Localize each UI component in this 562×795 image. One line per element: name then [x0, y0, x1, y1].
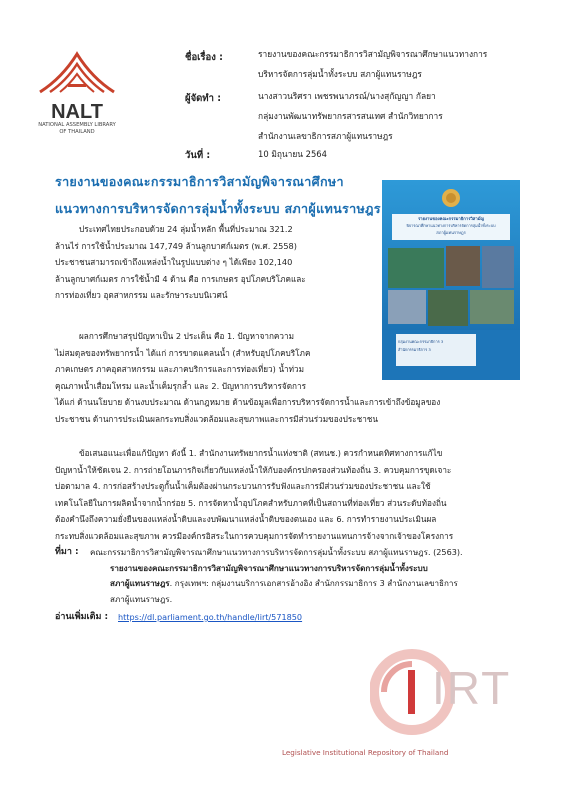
text-line: เทคโนโลยีในการผลิตน้ำจากน้ำกร่อย 5. การจัดหาน้ำอุปโภคสำหรับภาคที่เป็นสถานที่ท่องเที่ยว ส่วนระดับท้องถิ่น	[55, 497, 447, 508]
text-line: ภาคเกษตร ภาคอุตสาหกรรม และภาคบริการและการท่องเที่ยว) น้ำท่วม	[55, 364, 305, 375]
text-line: ล้านลูกบาศก์เมตร การใช้น้ำมี 4 ด้าน คือ การเกษตร อุปโภคบริโภคและ	[55, 273, 306, 284]
read-more-label: อ่านเพิ่มเติม :	[55, 612, 109, 622]
text-line: กระทบสิ่งแวดล้อมและสุขภาพ ควรมีองค์กรอิสระในการควบคุมการจัดทำรายงานแทนการจ้างจากเจ้าของโครงการ	[55, 530, 454, 541]
cover-bottom-2: สำนักกรรมาธิการ 3	[398, 347, 431, 352]
logo-sub1: NATIONAL ASSEMBLY LIBRARY	[38, 122, 116, 128]
topic-line-2: บริหารจัดการลุ่มน้ำทั้งระบบ สภาผู้แทนราษฎร	[258, 69, 422, 79]
text-line: ประเทศไทยประกอบด้วย 24 ลุ่มน้ำหลัก พื้นที่ประมาณ 321.2	[79, 224, 293, 234]
author-label: ผู้จัดทำ :	[185, 93, 222, 104]
text-line: คุณภาพน้ำเสื่อมโทรม และน้ำเค็มรุกล้ำ และ 2. ปัญหาการบริหารจัดการ	[55, 380, 306, 391]
nalt-logo	[32, 48, 122, 140]
paragraph-3	[55, 445, 515, 545]
cover-bottom-1: กลุ่มงานคณะกรรมาธิการ 3	[398, 339, 444, 344]
text-line: การท่องเที่ยว อุตสาหกรรม และรักษาระบบนิเวศน์	[55, 290, 228, 301]
reference-title-rest: ารณาศึกษาแนวทางการบริหารจัดการลุ่มน้ำทั้งระบบ	[247, 562, 428, 573]
date-value: 10 มิถุนายน 2564	[258, 149, 327, 159]
reference-line: สภาผู้แทนราษฎร.	[110, 593, 173, 604]
paragraph-1	[55, 221, 375, 304]
lirt-logo	[370, 640, 530, 750]
paragraph-2	[55, 328, 515, 428]
text-line: ล้านไร่ การใช้น้ำประมาณ 147,749 ล้านลูกบาศก์เมตร (พ.ศ. 2558)	[55, 240, 297, 251]
text-line: ผลการศึกษาสรุปปัญหาเป็น 2 ประเด็น คือ 1. ปัญหาจากความ	[79, 331, 294, 341]
nalt-roof-icon	[32, 48, 122, 96]
cover-title-1: รายงานของคณะกรรมาธิการวิสามัญ	[417, 216, 485, 221]
date-label: วันที่ :	[185, 150, 211, 161]
reference-publisher: . กรุงเทพฯ: กลุ่มงานบริการเอกสารอ้างอิง สำนักกรรมาธิการ 3 สำนักงานเลขาธิการ	[169, 578, 458, 588]
reference-title-bold: รายงานของคณะกรรมาธิการวิสามัญพิจ	[110, 562, 248, 573]
text-line: ประชาชน ด้านการประเมินผลกระทบสิ่งแวดล้อมและสุขภาพและการมีส่วนร่วมของประชาชน	[55, 413, 378, 424]
author-line-1: นางสาวนริศรา เพชรพนาภรณ์/นางสุกัญญา กัลยา	[258, 91, 436, 101]
text-line: ข้อเสนอแนะเพื่อแก้ปัญหา ดังนี้ 1. สำนักงานทรัพยากรน้ำแห่งชาติ (สทนช.) ควรกำหนดทิศทางการแก้ไข	[79, 448, 443, 458]
reference-label: ที่มา :	[55, 547, 79, 557]
text-line: ปัญหาน้ำให้ชัดเจน 2. การถ่ายโอนภารกิจเกี่ยวกับแหล่งน้ำให้กับองค์กรปกครองส่วนท้องถิ่น 3. ควบคุมการขุดเจาะ	[55, 464, 452, 475]
text-line: บ่อตามาล 4. การก่อสร้างประตูกั้นน้ำเค็มต้องผ่านกระบวนการรับฟังและการมีส่วนร่วมของประชาชน และใช้	[55, 481, 431, 492]
lirt-tagline: Legislative Institutional Repository of Thailand	[282, 748, 449, 757]
author-line-3: สำนักงานเลขาธิการสภาผู้แทนราษฎร	[258, 131, 393, 141]
reference-block	[90, 545, 520, 607]
logo-sub2: OF THAILAND	[59, 129, 95, 135]
text-line: ประชาชนสามารถเข้าถึงแหล่งน้ำในรูปแบบต่าง ๆ ได้เพียง 102,140	[55, 257, 293, 268]
topic-line-1: รายงานของคณะกรรมาธิการวิสามัญพิจารณาศึกษาแนวทางการ	[258, 49, 488, 59]
read-more-link[interactable]: https://dl.parliament.go.th/handle/lirt/571850	[118, 612, 303, 622]
reference-line: คณะกรรมาธิการวิสามัญพิจารณาศึกษาแนวทางการบริหารจัดการลุ่มน้ำทั้งระบบ สภาผู้แทนราษฎร. (2563).	[90, 547, 463, 557]
lirt-text: IRT	[432, 662, 512, 714]
text-line: ไม่สมดุลของทรัพยากรน้ำ ได้แก่ การขาดแคลนน้ำ (สำหรับอุปโภคบริโภค	[55, 347, 311, 358]
text-line: ต้องคำนึงถึงความยั่งยืนของแหล่งน้ำดิบและงบพัฒนาแหล่งน้ำดิบของตนเอง และ 6. การทำรายงานประเมินผล	[55, 514, 437, 525]
author-line-2: กลุ่มงานพัฒนาทรัพยากรสารสนเทศ สำนักวิทยาการ	[258, 111, 443, 121]
cover-title-2: พิจารณาศึกษาแนวทางการบริหารจัดการลุ่มน้ำทั้งระบบ	[406, 223, 496, 228]
doc-title-line-2: แนวทางการบริหารจัดการลุ่มน้ำทั้งระบบ สภาผู้แทนราษฎร	[55, 201, 381, 216]
doc-title-line-1: รายงานของคณะกรรมาธิการวิสามัญพิจารณาศึกษา	[55, 174, 344, 189]
reference-title-bold-2: สภาผู้แทนราษฎร	[110, 578, 170, 588]
cover-title-3: สภาผู้แทนราษฎร	[436, 230, 466, 235]
topic-label: ชื่อเรื่อง :	[185, 52, 223, 63]
text-line: ได้แก่ ด้านนโยบาย ด้านงบประมาณ ด้านกฎหมาย ด้านข้อมูลเพื่อการบริหารจัดการน้ำและการเข้าถึงข้อมูลของ	[55, 397, 441, 408]
logo-text: NALT	[51, 101, 103, 123]
